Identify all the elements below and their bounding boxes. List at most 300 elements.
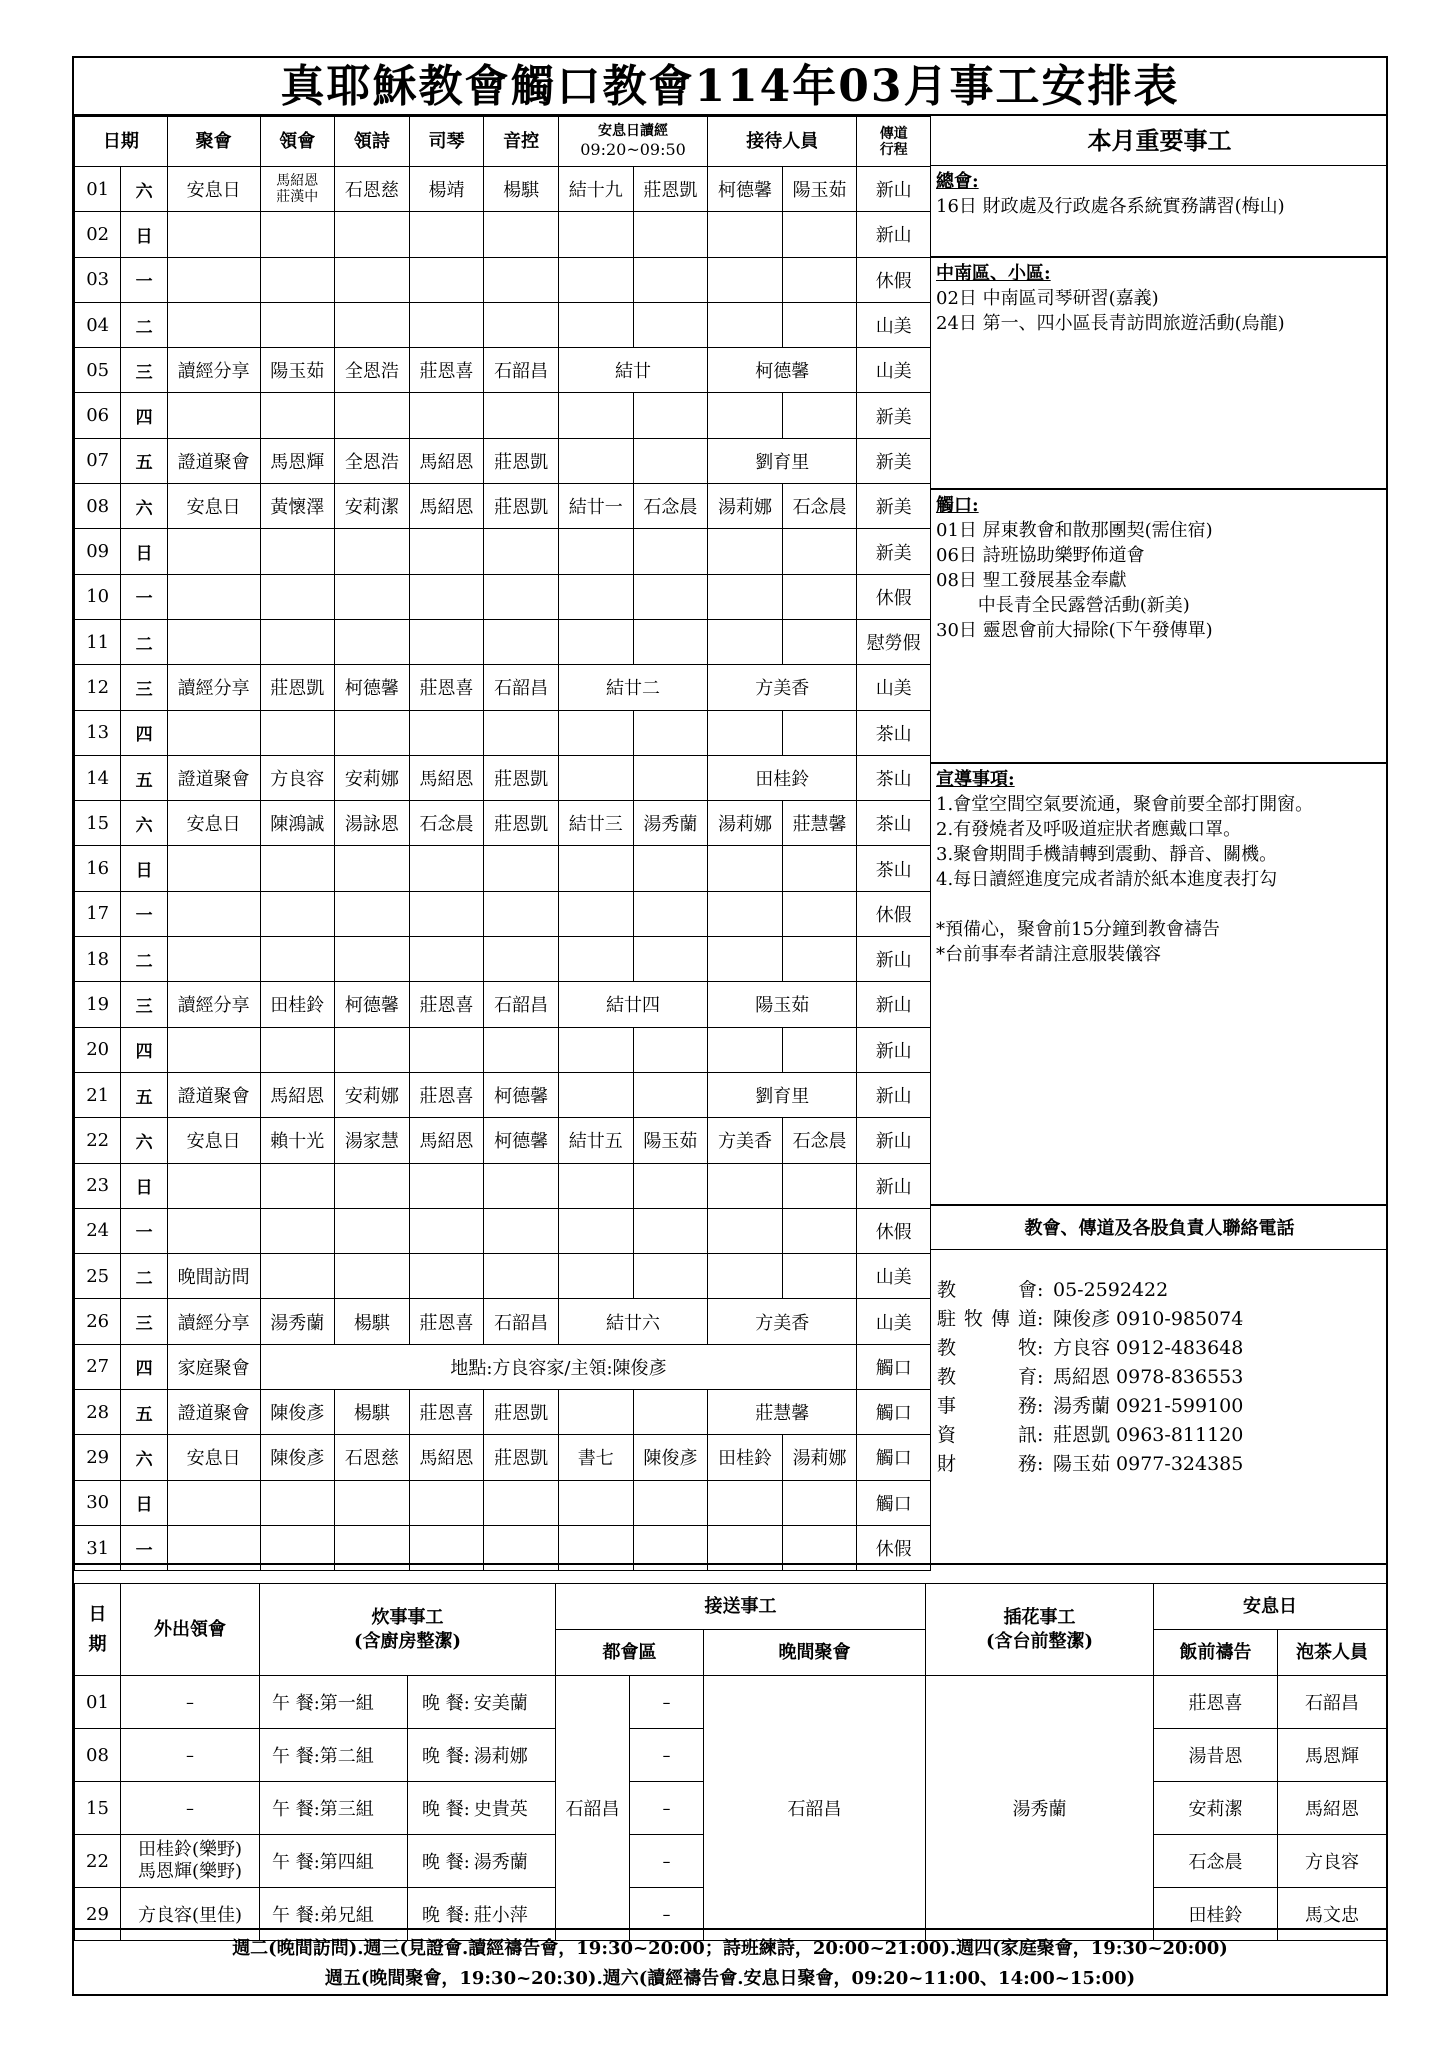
sound-control: 莊恩凱 [484,1390,559,1435]
duty-date: 22 [75,1835,121,1888]
reading-leader [633,212,708,257]
preacher-itinerary: 新山 [857,982,931,1027]
lunch-duty [260,1729,408,1782]
reception-person: 柯德馨 [708,348,857,393]
reception-person [708,302,783,347]
reception-person [782,891,857,936]
day-number: 23 [75,1163,121,1208]
day-number: 31 [75,1525,121,1570]
tea-server: 馬紹恩 [1278,1782,1387,1835]
reading-passage [558,755,633,800]
leader: 田桂鈴 [260,982,335,1027]
sound-control [484,1163,559,1208]
pianist: 莊恩喜 [409,1390,484,1435]
contact-value: 方良容 0912-483648 [1053,1337,1244,1359]
reception-person [782,257,857,302]
reception-person [782,1027,857,1072]
contact-colon: : [1037,1337,1044,1359]
lunch-label: 午 餐: [272,1852,320,1873]
contact-colon: : [1037,1366,1044,1388]
weekday: 二 [121,1254,167,1299]
reading-passage: 結廿二 [558,665,707,710]
day-number: 13 [75,710,121,755]
meeting-type [167,846,260,891]
pianist: 莊恩喜 [409,982,484,1027]
weekday: 六 [121,1435,167,1480]
metro-transport-note: – [630,1835,704,1888]
schedule-row [75,1299,931,1344]
contact-value: 馬紹恩 0978-836553 [1053,1366,1244,1388]
pianist: 莊恩喜 [409,348,484,393]
meeting-type: 安息日 [167,1435,260,1480]
out-leader-name: 馬恩輝(樂野) [137,1861,243,1882]
day-number: 10 [75,574,121,619]
bottom-header-metro: 都會區 [556,1630,704,1676]
header-reception: 接待人員 [708,117,857,167]
meeting-type: 證道聚會 [167,755,260,800]
metro-transport-note: – [630,1782,704,1835]
reading-passage [558,438,633,483]
sound-control [484,1254,559,1299]
reception-person [708,393,783,438]
reading-passage: 結廿三 [558,801,633,846]
schedule-row [75,1208,931,1253]
pianist [409,1208,484,1253]
schedule-row [75,212,931,257]
sound-control [484,302,559,347]
hymn-leader: 湯家慧 [335,1118,410,1163]
reception-person [708,1254,783,1299]
preacher-itinerary: 山美 [857,302,931,347]
day-number: 30 [75,1480,121,1525]
day-number: 20 [75,1027,121,1072]
duty-date: 08 [75,1729,121,1782]
pianist: 石念晨 [409,801,484,846]
hymn-leader: 全恩浩 [335,348,410,393]
lunch-group: 第四組 [319,1852,374,1873]
contact-colon: : [1037,1453,1044,1475]
schedule-row [75,438,931,483]
reception-person [782,393,857,438]
sound-control: 石韶昌 [484,982,559,1027]
notices-item: 1.會堂空間空氣要流通，聚會前要全部打開窗。 [936,794,1314,815]
reception-person [708,257,783,302]
schedule-row [75,801,931,846]
out-leader: – [121,1676,260,1729]
hymn-leader [335,529,410,574]
hymn-leader [335,846,410,891]
metro-transport-note: – [630,1729,704,1782]
meeting-type [167,212,260,257]
preacher-itinerary: 觸口 [857,1435,931,1480]
footer-line-2: 週五(晚間聚會，19:30~20:30).週六(讀經禱告會.安息日聚會，09:20~11:00、14:00~15:00) [324,1968,1136,1989]
bottom-header-flower: 插花事工 (含台前整潔) [926,1584,1154,1676]
preacher-itinerary: 新山 [857,1163,931,1208]
preacher-itinerary: 山美 [857,1299,931,1344]
reading-passage [558,1254,633,1299]
contact-colon: : [1037,1279,1044,1301]
meeting-type: 讀經分享 [167,665,260,710]
hymn-leader [335,1254,410,1299]
weekday: 一 [121,891,167,936]
reading-leader [633,1027,708,1072]
preacher-itinerary: 新山 [857,937,931,982]
schedule-row [75,1344,931,1389]
sound-control [484,257,559,302]
dinner-label: 晚 餐: [422,1852,470,1873]
lunch-duty [260,1835,408,1888]
schedule-row [75,710,931,755]
tea-server: 馬文忠 [1278,1888,1387,1941]
metro-transport: 石韶昌 [556,1676,630,1941]
header-lead: 領會 [260,117,335,167]
meal-prayer: 安莉潔 [1154,1782,1278,1835]
notices-box: 宣導事項: 1.會堂空間空氣要流通，聚會前要全部打開窗。 2.有發燒者及呼吸道症狀者應戴口罩。 3.聚會期間手機請轉到震動、靜音、關機。 4.每日讀經進度完成者請於紙本進度表打勾 *預備心，聚會前15分鐘到教會禱告 *台前事奉者請注意服裝儀容 [931,762,1388,1204]
dinner-person: 史貴英 [473,1799,528,1820]
reading-leader [633,529,708,574]
weekday: 日 [121,1163,167,1208]
meeting-type: 證道聚會 [167,1390,260,1435]
lunch-label: 午 餐: [272,1693,320,1714]
day-number: 09 [75,529,121,574]
leader [260,891,335,936]
leader: 賴十光 [260,1118,335,1163]
weekday: 四 [121,710,167,755]
reception-person: 湯莉娜 [782,1435,857,1480]
weekday: 日 [121,1480,167,1525]
reception-person [708,1163,783,1208]
contact-item [937,1305,1382,1334]
hymn-leader [335,710,410,755]
pianist [409,1163,484,1208]
reception-person: 莊慧馨 [782,801,857,846]
schedule-row [75,1435,931,1480]
weekday: 一 [121,1208,167,1253]
reading-passage [558,1072,633,1117]
meeting-type: 證道聚會 [167,1072,260,1117]
reading-passage [558,1163,633,1208]
hymn-leader: 柯德馨 [335,665,410,710]
preacher-itinerary: 新美 [857,438,931,483]
metro-transport-note: – [630,1888,704,1941]
service-duty-table [74,1583,1387,1941]
lunch-group: 第二組 [319,1746,374,1767]
reading-passage [558,1480,633,1525]
leader [260,529,335,574]
weekday: 六 [121,167,167,212]
duty-date: 15 [75,1782,121,1835]
contact-value: 陽玉茹 0977-324385 [1053,1453,1244,1475]
reading-leader [633,1480,708,1525]
meeting-type: 安息日 [167,484,260,529]
preacher-itinerary: 休假 [857,574,931,619]
sound-control [484,1027,559,1072]
contact-role: 財務 [937,1453,1037,1475]
meeting-type: 家庭聚會 [167,1344,260,1389]
weekday: 四 [121,1344,167,1389]
hymn-leader [335,393,410,438]
meeting-type [167,574,260,619]
schedule-row [75,891,931,936]
bottom-header-cook: 炊事事工 (含廚房整潔) [260,1584,556,1676]
day-number: 19 [75,982,121,1027]
reception-person [782,212,857,257]
reading-passage [558,302,633,347]
contact-item [937,1450,1382,1479]
reception-person [782,937,857,982]
reception-person [782,1208,857,1253]
leader: 莊恩凱 [260,665,335,710]
reception-person [708,212,783,257]
meeting-type [167,1027,260,1072]
page-title: 真耶穌教會觸口教會114年03月事工安排表 [74,58,1386,116]
reception-person [782,846,857,891]
pianist [409,1254,484,1299]
sound-control: 莊恩凱 [484,801,559,846]
day-number: 22 [75,1118,121,1163]
reading-passage [558,257,633,302]
meeting-type: 安息日 [167,167,260,212]
weekday: 五 [121,1072,167,1117]
sound-control [484,529,559,574]
day-number: 04 [75,302,121,347]
header-meeting: 聚會 [167,117,260,167]
contact-colon: : [1037,1308,1044,1330]
schedule-row [75,484,931,529]
leader: 黃懷澤 [260,484,335,529]
out-leader-name: 田桂鈴(樂野) [137,1839,243,1860]
church-events-box: 觸口: 01日 屏東教會和散那團契(需住宿) 06日 詩班協助樂野佈道會 08日 聖工發展基金奉獻 中長青全民露營活動(新美) 30日 靈恩會前大掃除(下午發傳單) [931,488,1388,762]
weekday: 一 [121,1525,167,1570]
sound-control [484,846,559,891]
meeting-type: 讀經分享 [167,982,260,1027]
contact-value: 莊恩凱 0963-811120 [1053,1424,1244,1446]
reception-person: 方美香 [708,1299,857,1344]
reading-leader: 湯秀蘭 [633,801,708,846]
preacher-itinerary: 新山 [857,1072,931,1117]
day-number: 29 [75,1435,121,1480]
leader-name: 馬紹恩 [276,173,319,190]
sound-control: 柯德馨 [484,1072,559,1117]
bottom-header-transport: 接送事工 [556,1584,926,1630]
preacher-itinerary: 新美 [857,393,931,438]
day-number: 25 [75,1254,121,1299]
hymn-leader [335,302,410,347]
day-number: 26 [75,1299,121,1344]
leader [260,1163,335,1208]
important-events-heading: 本月重要事工 [931,116,1388,166]
notices-item: 4.每日讀經進度完成者請於紙本進度表打勾 [936,869,1278,890]
pianist: 楊靖 [409,167,484,212]
contact-value: 05-2592422 [1053,1279,1169,1301]
preacher-itinerary: 休假 [857,257,931,302]
reading-leader [633,891,708,936]
pianist [409,846,484,891]
church-item: 中長青全民露營活動(新美) [936,595,1190,616]
contact-role: 資訊 [937,1424,1037,1446]
reading-passage: 結廿四 [558,982,707,1027]
important-events-panel [931,116,1388,1621]
reception-person [708,710,783,755]
leader [260,302,335,347]
sound-control [484,619,559,664]
leader [260,1027,335,1072]
pianist [409,710,484,755]
preacher-itinerary: 新山 [857,212,931,257]
contact-item [937,1392,1382,1421]
day-number: 05 [75,348,121,393]
hymn-leader: 柯德馨 [335,982,410,1027]
preacher-itinerary: 新山 [857,167,931,212]
weekday: 四 [121,393,167,438]
leader: 馬恩輝 [260,438,335,483]
leader [260,710,335,755]
schedule-row [75,937,931,982]
preacher-itinerary: 慰勞假 [857,619,931,664]
weekday: 五 [121,755,167,800]
header-preach: 傳道 行程 [857,117,931,167]
weekday: 三 [121,348,167,393]
reading-passage: 結廿五 [558,1118,633,1163]
schedule-row [75,1390,931,1435]
reception-person [708,1208,783,1253]
weekday: 四 [121,1027,167,1072]
reading-passage [558,393,633,438]
meeting-type: 安息日 [167,801,260,846]
contact-item [937,1276,1382,1305]
preacher-itinerary: 休假 [857,1525,931,1570]
reception-person [708,1480,783,1525]
contact-item [937,1421,1382,1450]
sound-control: 楊騏 [484,167,559,212]
meeting-type [167,529,260,574]
reading-leader: 陽玉茹 [633,1118,708,1163]
lunch-duty [260,1782,408,1835]
weekday: 六 [121,801,167,846]
dinner-duty [408,1835,556,1888]
notices-item: *預備心，聚會前15分鐘到教會禱告 [936,919,1220,940]
reading-leader [633,1163,708,1208]
reading-leader [633,937,708,982]
contact-role: 教牧 [937,1337,1037,1359]
reading-leader [633,1390,708,1435]
leader: 陳鴻誠 [260,801,335,846]
weekday: 二 [121,619,167,664]
hymn-leader [335,619,410,664]
day-number: 17 [75,891,121,936]
leader [260,393,335,438]
reading-passage: 結廿一 [558,484,633,529]
reading-leader [633,302,708,347]
day-number: 28 [75,1390,121,1435]
reception-person: 莊慧馨 [708,1390,857,1435]
hymn-leader [335,937,410,982]
reading-leader [633,619,708,664]
reading-leader: 莊恩凱 [633,167,708,212]
header-hymn: 領詩 [335,117,410,167]
schedule-row [75,348,931,393]
leader: 陽玉茹 [260,348,335,393]
reception-person [782,1254,857,1299]
reading-leader [633,438,708,483]
hymn-leader [335,212,410,257]
schedule-row [75,1027,931,1072]
dinner-person: 莊小萍 [473,1905,528,1926]
preacher-itinerary: 觸口 [857,1344,931,1389]
reading-leader [633,846,708,891]
pianist [409,1027,484,1072]
day-number: 18 [75,937,121,982]
dinner-label: 晚 餐: [422,1693,470,1714]
reading-passage [558,1208,633,1253]
reception-person: 石念晨 [782,1118,857,1163]
flower-duty: 湯秀蘭 [926,1676,1154,1941]
meeting-type [167,1163,260,1208]
contact-role: 駐牧傳道 [937,1308,1037,1330]
reading-leader [633,1072,708,1117]
meeting-type [167,1480,260,1525]
general-assembly-box: 總會: 16日 財政處及行政處各系統實務講習(梅山) [931,166,1388,256]
schedule-row [75,1118,931,1163]
weekday: 日 [121,212,167,257]
meeting-type: 安息日 [167,1118,260,1163]
meeting-type: 晚間訪問 [167,1254,260,1299]
reception-person: 陽玉茹 [782,167,857,212]
contact-colon: : [1037,1395,1044,1417]
weekday: 二 [121,302,167,347]
reception-person [708,529,783,574]
out-leader: – [121,1729,260,1782]
reading-leader [633,574,708,619]
dinner-duty [408,1729,556,1782]
reading-passage: 書七 [558,1435,633,1480]
day-number: 07 [75,438,121,483]
evening-transport: 石韶昌 [704,1676,926,1941]
leader [260,619,335,664]
preacher-itinerary: 觸口 [857,1480,931,1525]
section-divider [74,1563,1386,1583]
reception-person: 劉育里 [708,1072,857,1117]
preacher-itinerary: 茶山 [857,846,931,891]
region-box: 中南區、小區: 02日 中南區司琴研習(嘉義) 24日 第一、四小區長青訪問旅遊活動(烏龍) [931,256,1388,488]
pianist: 莊恩喜 [409,1299,484,1344]
reception-person [782,529,857,574]
day-number: 02 [75,212,121,257]
lunch-group: 第三組 [319,1799,374,1820]
preacher-itinerary: 新山 [857,1118,931,1163]
reception-person [782,1163,857,1208]
hymn-leader: 安莉潔 [335,484,410,529]
pianist [409,257,484,302]
weekday: 五 [121,438,167,483]
reception-person [782,302,857,347]
notices-item: 2.有發燒者及呼吸道症狀者應戴口罩。 [936,819,1242,840]
leader [260,167,335,212]
dinner-label: 晚 餐: [422,1905,470,1926]
sound-control [484,1208,559,1253]
schedule-row [75,167,931,212]
day-number: 08 [75,484,121,529]
pianist [409,212,484,257]
schedule-row [75,1254,931,1299]
lunch-group: 弟兄組 [319,1905,374,1926]
reception-person [782,710,857,755]
pianist: 莊恩喜 [409,665,484,710]
preacher-itinerary: 新山 [857,1027,931,1072]
sound-control: 莊恩凱 [484,1435,559,1480]
meeting-note: 地點:方良容家/主領:陳俊彥 [260,1344,857,1389]
monthly-schedule-table [74,116,931,1571]
